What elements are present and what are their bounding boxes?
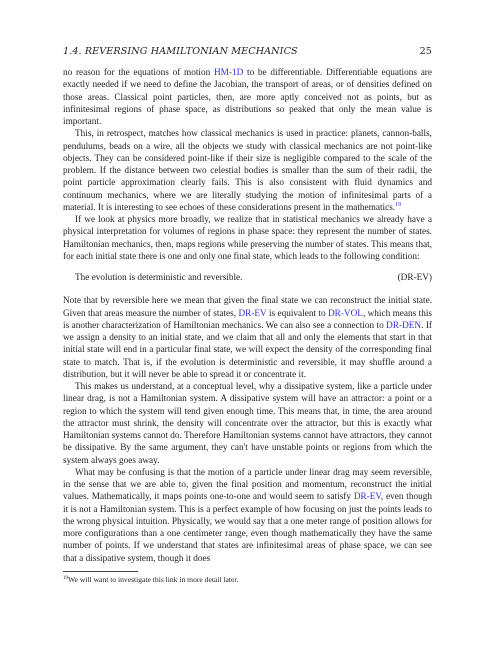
condition-dr-ev — [63, 272, 432, 284]
footnote-19 — [63, 575, 432, 585]
p4-text-b: is equivalent to — [266, 308, 328, 319]
footnote-ref-19[interactable]: 19 — [395, 201, 402, 208]
paragraph-5 — [63, 381, 432, 467]
p1-text-b: to be differentiable. Differentiable equations are exactly needed if we need to define the Jacobian, the transport of areas, or of densities defined on those areas. Classical point particles, then, are more aptly conceived not as points, but as infinitesimal regions of phase space, as distributions so peaked that only the mean value is important. — [63, 68, 432, 127]
p3-text: If we look at physics more broadly, we realize that in statistical mechanics we already have a physical interpretation for volumes of regions in phase space: they represent the number of states. Hamiltonian mechanics, then, maps regions while preserving the number of states. This means that, for each initial state there is one and only one final state, which leads to the following condition: — [63, 215, 432, 262]
header-title: 1.4. REVERSING HAMILTONIAN MECHANICS — [63, 46, 298, 57]
p5-text: This makes us understand, at a conceptual level, why a dissipative system, like a particle under linear drag, is not a Hamiltonian system. A dissipative system will have an attractor: a point or a region to which the system will tend given enough time. This means that, in time, the area around the attractor must shrink, the density will concentrate over the attractor, but this is exactly what Hamiltonian systems cannot do. Therefore Hamiltonian systems cannot have attractors, they cannot be dissipative. By the same argument, they can't have unstable points or regions from which the system always goes away. — [63, 382, 432, 466]
condition-label: (DR-EV) — [397, 273, 432, 283]
page-number: 25 — [419, 46, 432, 57]
paragraph-1 — [63, 67, 432, 128]
p4-text-d: . If we assign a density to an initial state, and we claim that all and only the elements that start in that initial state will end in a particular final state, we will expect the density of the corresponding final state to match. That is, if the evolution is deterministic and reversible, it may shuffle around a distribution, but it will never be able to spread it or concentrate it. — [63, 320, 432, 380]
paragraph-2 — [63, 128, 432, 214]
paragraph-6 — [63, 467, 432, 565]
paragraph-3 — [63, 214, 432, 263]
p2-text: This, in retrospect, matches how classical mechanics is used in practice: planets, cannon-balls, pendulums, beads on a wire, all the objects we study with classical mechanics are not point-like objects. They can be considered point-like if their size is negligible compared to the scale of the problem. If the distance between two celestial bodies is smaller than the sum of their radii, the point particle approximation clearly fails. This is also consistent with fluid dynamics and continuum mechanics, where we are literally studying the motion of infinitesimal parts of a material. It is interesting to see echoes of these considerations present in the mathematics. — [63, 129, 432, 213]
footnote-divider — [63, 571, 138, 572]
ref-dr-ev[interactable]: DR-EV — [238, 308, 267, 319]
p4-text-a: Note that by reversible here we mean that given the final state we can reconstruct the initial state. Given that areas measure the number of states, — [63, 296, 432, 319]
p6-text-b: , even though it is not a Hamiltonian system. This is a perfect example of how focusing on just the points leads to the wrong physical intuition. Physically, we would say that a one meter range of position allows for more configurations than a one centimeter range, even though mathematically they have the same number of points. If we understand that states are infinitesimal areas of phase space, we can see that a dissipative system, though it does — [63, 492, 432, 564]
ref-dr-vol[interactable]: DR-VOL — [327, 308, 363, 319]
p6-text-a: What may be confusing is that the motion of a particle under linear drag may seem reversible, in the sense that we are able to, given the final position and momentum, reconstruct the initial values. Mathematically, it maps points one-to-one and would seem to satisfy — [63, 467, 432, 503]
condition-text: The evolution is deterministic and reversible. — [75, 273, 243, 283]
ref-dr-ev-2[interactable]: DR-EV — [353, 492, 381, 503]
running-header — [63, 46, 432, 60]
ref-dr-den[interactable]: DR-DEN — [386, 320, 422, 331]
footnote-mark: 19 — [63, 576, 68, 581]
p1-text-a: no reason for the equations of motion — [63, 68, 214, 78]
paragraph-4 — [63, 295, 432, 381]
main-text — [63, 67, 432, 565]
ref-hm-1d[interactable]: HM-1D — [213, 68, 244, 78]
p4-text-c: , which means this is another characterization of Hamiltonian mechanics. We can also see a connection to — [63, 308, 432, 331]
footnote-text: We will want to investigate this link in more detail later. — [68, 575, 239, 584]
